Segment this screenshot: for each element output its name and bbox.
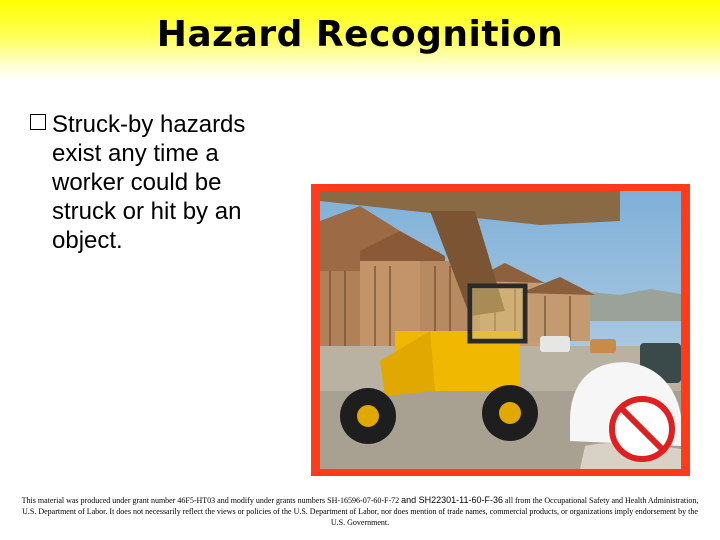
construction-scene-illustration: [320, 191, 681, 469]
bullet-text: Struck-by hazards exist any time a worker could be struck or hit by an object.: [52, 111, 246, 254]
footer-text-part2: and SH22301-11-60-F-36: [401, 495, 504, 505]
slide-title: Hazard Recognition: [156, 14, 564, 55]
photo-frame: [311, 184, 690, 476]
footer-disclaimer: [18, 495, 702, 528]
checkbox-bullet-icon: [30, 114, 46, 130]
footer-text-part3: all from the Occupational Safety and Health Administration, U.S. Department of Labor. It does not necessarily reflect the views or policies of the U.S. Department of Labor, nor does mention of trade names, commercial products, or organizations imply endorsement by the U.S. Government.: [22, 496, 699, 527]
construction-site-photo: [320, 191, 681, 469]
footer-text-part1: This material was produced under grant number 46F5-HT03 and modify under grants numbers SH-16596-07-60-F-72: [21, 496, 402, 505]
